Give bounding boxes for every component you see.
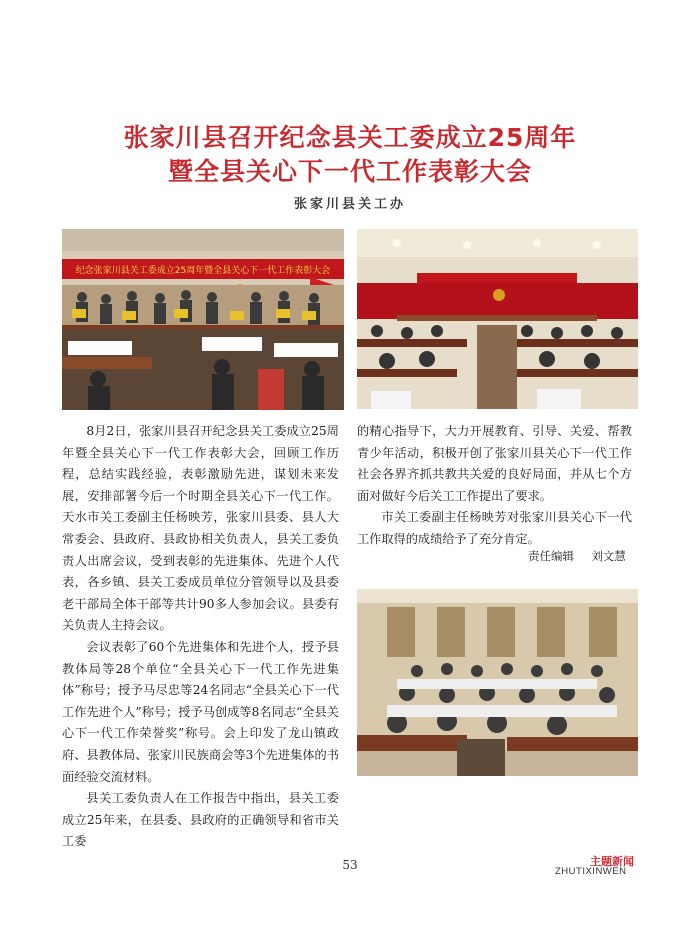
- body-left-column: [62, 421, 339, 853]
- body-paragraph: 县关工委负责人在工作报告中指出，县关工委成立25年来，在县委、县政府的正确领导和省市关工委: [62, 791, 339, 849]
- editor-name: 刘文慧: [591, 549, 626, 563]
- body-paragraph: 8月2日，张家川县召开纪念县关工委成立25周年暨全县关心下一代工作表彰大会，回顾工作历程，总结实践经验，表彰激励先进，谋划未来发展，安排部署今后一个时期全县关心下一代工作。天水市关工委副主任杨映芳，张家川县委、县人大常委会、县政府、县政协相关负责人，县关工委负责人出席会议，受到表彰的先进集体、先进个人代表，各乡镇、县关工委成员单位分管领导以及县委老干部局全体干部等共计90多人参加会议。县委有关负责人主持会议。: [62, 424, 339, 633]
- meeting-hall-illustration: [357, 229, 638, 409]
- audience-illustration: [357, 589, 638, 776]
- body-paragraph: 会议表彰了60个先进集体和先进个人，授予县教体局等28个单位“全县关心下一代工作先进集体”称号；授予马尽忠等24名同志“全县关心下一代工作先进个人”称号；授予马创成等8名同志“全县关心下一代工作荣誉奖”称号。会上印发了龙山镇政府、县教体局、张家川民族商会等3个先进集体的书面经验交流材料。: [62, 639, 339, 784]
- section-brand-cn: 主题新闻: [590, 855, 634, 868]
- responsible-editor: [528, 548, 626, 564]
- award-ceremony-photo: [62, 229, 344, 410]
- section-brand-en: ZHUTIXINWEN: [555, 866, 627, 877]
- article-title-line1: 张家川县召开纪念县关工委成立25周年: [123, 123, 577, 152]
- stage-banner-text: 纪念张家川县关工委成立25周年暨全县关心下一代工作表彰大会: [75, 266, 331, 276]
- meeting-hall-photo: [357, 229, 638, 409]
- page-number: 53: [342, 858, 358, 872]
- audience-photo: [357, 589, 638, 776]
- body-paragraph: 的精心指导下，大力开展教育、引导、关爱、帮教青少年活动，积极开创了张家川县关心下一代工作社会各界齐抓共教共关爱的良好局面，并从七个方面对做好今后关工工作提出了要求。: [357, 424, 632, 503]
- article-title-line2: 暨全县关心下一代工作表彰大会: [167, 157, 532, 186]
- award-ceremony-illustration: [62, 229, 344, 410]
- body-paragraph: 市关工委副主任杨映芳对张家川县关心下一代工作取得的成绩给予了充分肯定。: [357, 510, 632, 546]
- body-right-column: [357, 421, 632, 551]
- editor-label: 责任编辑: [528, 549, 574, 563]
- article-byline: 张家川县关工办: [293, 197, 406, 212]
